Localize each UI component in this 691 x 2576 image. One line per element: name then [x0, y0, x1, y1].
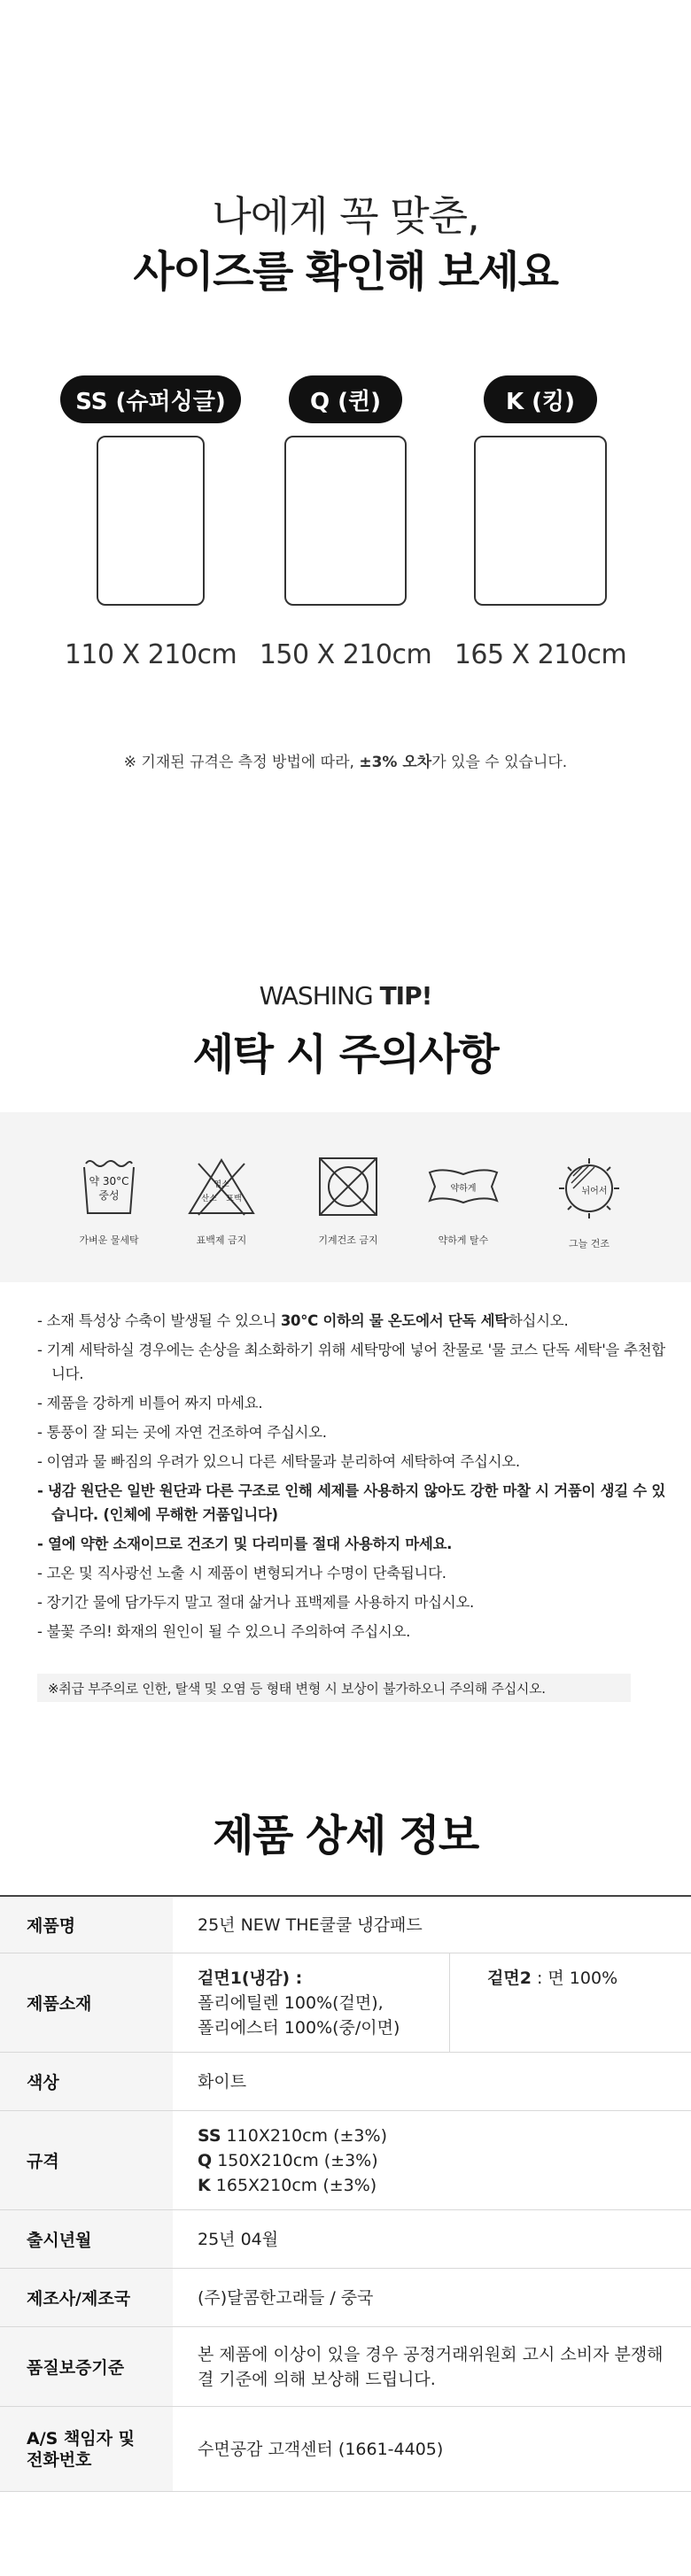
spec-size: Q — [198, 2150, 213, 2170]
material-split — [198, 1953, 691, 2052]
hero-title-line2: 사이즈를 확인해 보세요 — [133, 247, 558, 297]
tip-item — [37, 1420, 666, 1444]
tip-text: 고온 및 직사광선 노출 시 제품이 변형되거나 수명이 단축됩니다. — [46, 1565, 446, 1582]
washing-tips-list — [37, 1309, 666, 1649]
wring-text: 약하게 — [450, 1184, 477, 1194]
row-value: 25년 04월 — [198, 2229, 279, 2249]
tip-item — [37, 1309, 666, 1333]
row-value — [173, 2111, 691, 2209]
care-item-dry — [295, 1156, 401, 1247]
tip-bold: 30°C 이하의 물 온도에서 단독 세탁 — [280, 1312, 509, 1329]
row-key: 색상 — [0, 2053, 173, 2110]
tip-item — [37, 1391, 666, 1415]
row-value: 25년 NEW THE쿨쿨 냉감패드 — [198, 1915, 423, 1935]
material-secondary-label: 겉면2 — [487, 1969, 532, 1988]
size-tolerance-note — [0, 749, 691, 771]
tip-item — [37, 1590, 666, 1614]
row-key: 제조사/제조국 — [0, 2269, 173, 2326]
care-caption-dry: 기계건조 금지 — [318, 1234, 378, 1246]
washing-title: 세탁 시 주의사항 — [192, 1030, 499, 1079]
shade-text: 뉘어서 — [581, 1187, 608, 1196]
tip-item — [37, 1338, 666, 1386]
note-suffix: 가 있을 수 있습니다. — [431, 754, 568, 771]
material-primary-label: 겉면1(냉감) : — [198, 1968, 303, 1988]
material-primary-line: 폴리에틸렌 100%(겉면), — [198, 1992, 384, 2013]
table-row-release — [0, 2210, 691, 2269]
row-key-line: A/S 책임자 및 — [27, 2428, 135, 2448]
spec-line — [198, 2148, 378, 2173]
row-key-line: 전화번호 — [27, 2449, 92, 2470]
washing-tip-prefix: WASHING — [259, 981, 380, 1010]
row-key: 출시년월 — [0, 2210, 173, 2268]
size-outline-q — [284, 436, 407, 606]
tip-item — [37, 1532, 666, 1556]
table-row-spec — [0, 2111, 691, 2210]
handling-warning: ※취급 부주의로 인한, 탈색 및 오염 등 형태 변형 시 보상이 불가하오니 주의해 주십시오. — [37, 1674, 631, 1702]
size-card-ss — [49, 375, 252, 670]
care-caption-wash: 가벼운 물세탁 — [79, 1234, 139, 1246]
bleach-label-text: 표백 — [226, 1195, 242, 1203]
tip-text: 장기간 물에 담가두지 말고 절대 삶거나 표백제를 사용하지 마십시오. — [46, 1594, 475, 1611]
tip-text: 기계 세탁하실 경우에는 손상을 최소화하기 위해 세탁망에 넣어 찬물로 '물 코스 단독 세탁'을 추천합니다. — [46, 1342, 665, 1382]
table-row-warranty — [0, 2327, 691, 2407]
size-outline-ss — [97, 436, 205, 606]
tip-text: 제품을 강하게 비틀어 짜지 마세요. — [46, 1395, 263, 1412]
spec-line — [198, 2123, 387, 2148]
care-caption-shade: 그늘 건조 — [568, 1238, 609, 1249]
washing-tip-bold: TIP! — [379, 981, 432, 1010]
row-key — [0, 2407, 173, 2491]
tip-text: 통풍이 잘 되는 곳에 자연 건조하여 주십시오. — [46, 1424, 327, 1441]
size-label-k: K (킹) — [484, 375, 597, 423]
washing-tip-heading — [0, 981, 691, 1010]
tip-item — [37, 1450, 666, 1474]
material-primary — [198, 1953, 450, 2052]
shade-dry-icon — [554, 1156, 625, 1220]
size-outline-k — [474, 436, 607, 606]
tip-bold: 냉감 원단은 일반 원단과 다른 구조로 인해 세제를 사용하지 않아도 강한 마찰 시 거품이 생길 수 있습니다. (인체에 무해한 거품입니다) — [48, 1482, 666, 1523]
tip-text: 소재 특성상 수축이 발생될 수 있으니 — [46, 1312, 281, 1329]
row-value: 수면공감 고객센터 (1661-4405) — [198, 2439, 444, 2459]
note-bold: ±3% 오차 — [359, 754, 432, 771]
care-caption-wring: 약하게 탈수 — [438, 1234, 489, 1246]
product-info-title: 제품 상세 정보 — [213, 1811, 478, 1860]
spec-value: 150X210cm (±3%) — [212, 2150, 378, 2170]
table-row-maker — [0, 2269, 691, 2327]
care-item-bleach — [168, 1156, 275, 1247]
row-key: 제품명 — [0, 1897, 173, 1953]
row-value: 본 제품에 이상이 있을 경우 공정거래위원회 고시 소비자 분쟁해결 기준에 의해 보상해 드립니다. — [198, 2344, 664, 2389]
material-secondary-value: : 면 100% — [531, 1969, 618, 1988]
row-key: 품질보증기준 — [0, 2327, 173, 2406]
hero-title-line1: 나에게 꼭 맞춘, — [212, 192, 479, 240]
spec-value: 110X210cm (±3%) — [221, 2125, 387, 2146]
tip-item — [37, 1620, 666, 1644]
table-row-material — [0, 1953, 691, 2053]
material-primary-line: 폴리에스터 100%(중/이면) — [198, 2017, 400, 2038]
tip-text: 불꽃 주의! 화재의 원인이 될 수 있으니 주의하여 주십시오. — [46, 1623, 411, 1640]
size-dimension-q: 150 X 210cm — [259, 639, 432, 670]
row-value: (주)달콤한고래들 / 중국 — [198, 2287, 374, 2308]
note-prefix: ※ 기재된 규격은 측정 방법에 따라, — [123, 754, 360, 771]
no-bleach-icon — [186, 1156, 257, 1217]
material-secondary — [450, 1953, 617, 2052]
size-card-k — [439, 375, 642, 670]
spec-line — [198, 2173, 377, 2198]
size-label-ss: SS (슈퍼싱글) — [60, 375, 241, 423]
wash-temp-text: 약 30°C — [89, 1175, 129, 1187]
no-machine-dry-icon — [316, 1156, 380, 1217]
gentle-wring-icon — [426, 1156, 501, 1217]
spec-size: K — [198, 2175, 211, 2195]
row-key: 제품소재 — [0, 1953, 173, 2052]
spec-value: 165X210cm (±3%) — [210, 2175, 377, 2195]
size-dimension-k: 165 X 210cm — [454, 639, 627, 670]
wash-neutral-text: 중성 — [98, 1189, 120, 1202]
spec-size: SS — [198, 2125, 221, 2146]
row-value — [173, 1953, 691, 2052]
care-caption-bleach: 표백제 금지 — [196, 1234, 247, 1246]
tip-bold: 열에 약한 소재이므로 건조기 및 다리미를 절대 사용하지 마세요. — [48, 1536, 453, 1552]
bleach-chlorine-text: 염소 — [214, 1180, 229, 1189]
care-item-wring — [410, 1156, 516, 1247]
tip-text: 하십시오. — [508, 1312, 569, 1329]
table-row-name — [0, 1897, 691, 1953]
care-icons-band — [0, 1112, 691, 1282]
row-value: 화이트 — [198, 2071, 247, 2092]
care-item-wash — [56, 1156, 162, 1247]
product-info-table — [0, 1895, 691, 2492]
table-row-color — [0, 2053, 691, 2111]
tip-item — [37, 1561, 666, 1585]
size-label-q: Q (퀸) — [289, 375, 402, 423]
wash-30-icon — [81, 1156, 137, 1217]
bleach-oxygen-text: 산소 — [201, 1195, 217, 1203]
table-row-as — [0, 2407, 691, 2492]
size-dimension-ss: 110 X 210cm — [64, 639, 237, 670]
row-key: 규격 — [0, 2111, 173, 2209]
care-item-shade — [536, 1156, 642, 1250]
tip-item — [37, 1479, 666, 1527]
tip-text: 이염과 물 빠짐의 우려가 있으니 다른 세탁물과 분리하여 세탁하여 주십시오. — [46, 1453, 520, 1470]
size-card-q — [244, 375, 447, 670]
